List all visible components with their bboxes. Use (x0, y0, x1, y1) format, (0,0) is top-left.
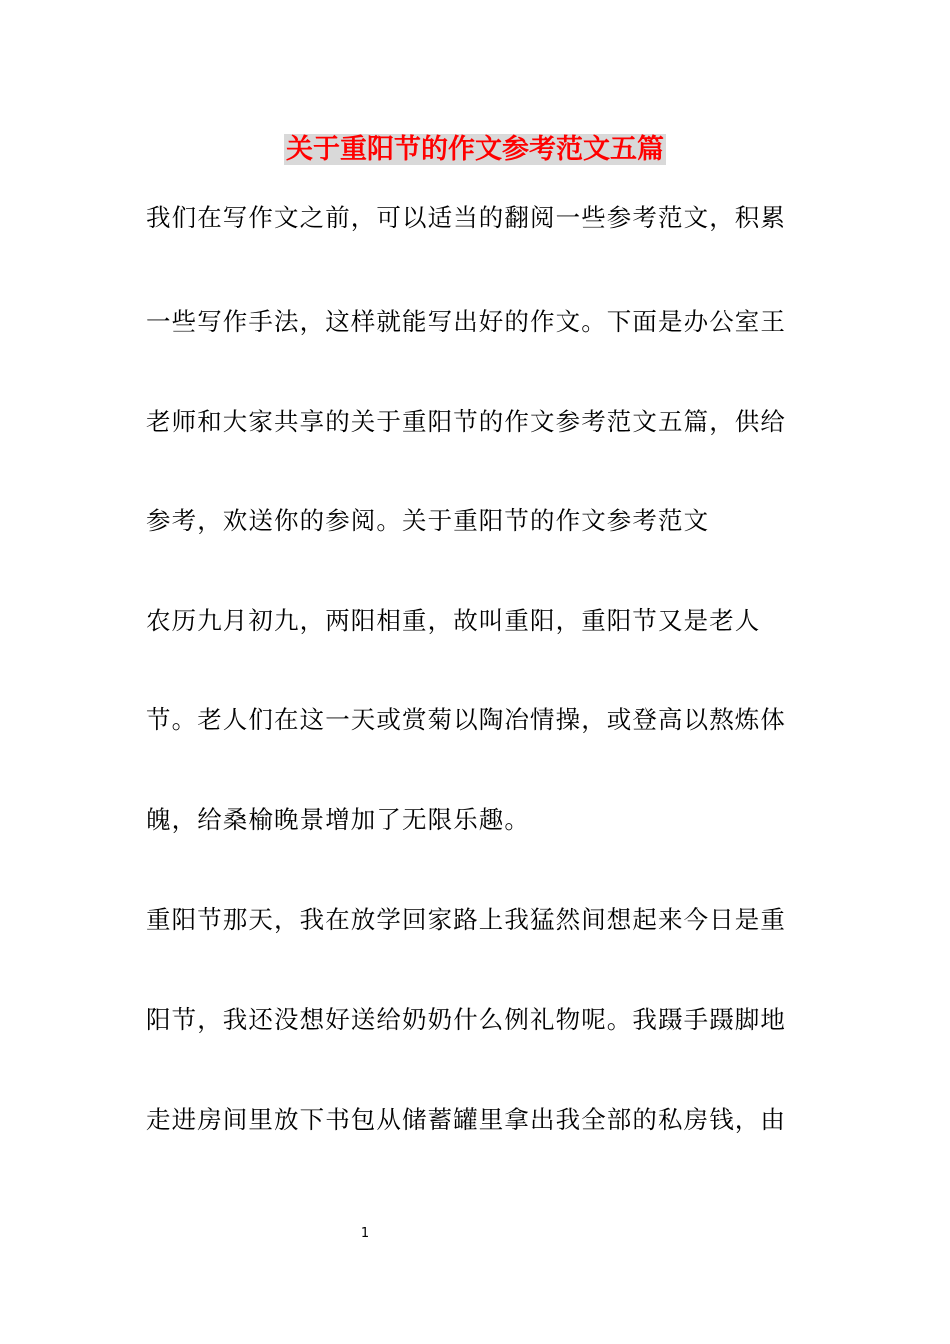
body-line: 我们在写作文之前，可以适当的翻阅一些参考范文，积累 (146, 203, 786, 232)
body-line: 走进房间里放下书包从储蓄罐里拿出我全部的私房钱，由 (146, 1105, 786, 1134)
page-number: 1 (360, 1226, 370, 1241)
document-title-text: 关于重阳节的作文参考范文五篇 (286, 134, 664, 165)
body-line: 老师和大家共享的关于重阳节的作文参考范文五篇，供给 (146, 407, 786, 436)
body-line: 节。老人们在这一天或赏菊以陶冶情操，或登高以熬炼体 (146, 705, 786, 734)
document-title (0, 130, 950, 170)
body-line: 魄，给桑榆晚景增加了无限乐趣。 (146, 805, 530, 834)
body-line: 阳节，我还没想好送给奶奶什么例礼物呢。我蹑手蹑脚地 (146, 1005, 786, 1034)
body-line: 农历九月初九，两阳相重，故叫重阳，重阳节又是老人 (146, 606, 761, 635)
body-line: 重阳节那天，我在放学回家路上我猛然间想起来今日是重 (146, 905, 786, 934)
body-line: 一些写作手法，这样就能写出好的作文。下面是办公室王 (146, 307, 786, 336)
body-line: 参考，欢送你的参阅。关于重阳节的作文参考范文 (146, 506, 710, 535)
